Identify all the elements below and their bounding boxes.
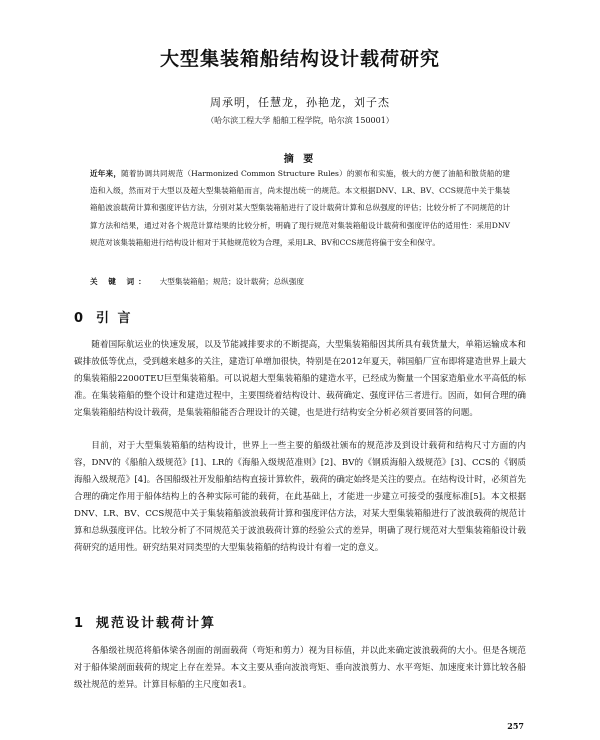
section-title: 引 言 [96, 311, 133, 326]
paper-title: 大型集装箱船结构设计载荷研究 [159, 48, 440, 70]
abstract-heading: 摘 要 [283, 154, 317, 165]
section-number: 1 [74, 616, 84, 631]
abstract-body [90, 165, 510, 251]
keywords-line [90, 276, 510, 287]
section-heading-design-load [74, 612, 216, 631]
keywords-value: 大型集装箱船；规范；设计载荷；总纵强度 [159, 277, 304, 286]
keywords-label: 关 键 词： [90, 277, 150, 286]
page-number: 257 [507, 721, 524, 731]
section-heading-introduction [74, 307, 133, 326]
affiliation: （哈尔滨工程大学 船舶工程学院，哈尔滨 150001） [206, 116, 394, 125]
section-title: 规范设计载荷计算 [96, 616, 217, 631]
body-paragraph: 各船级社规范将船体梁各剖面的剖面载荷（弯矩和剪力）视为目标值，并以此来确定波浪载荷的大小。但是各规范对于船体梁剖面载荷的规定上存在差异。本文主要从垂向波浪弯矩、垂向波浪剪力、水平弯矩、加速度来计算比较各船级社规范的差异。计算目标船的主尺度如表1。 [74, 646, 526, 690]
body-paragraph: 随着国际航运业的快速发展，以及节能减排要求的不断提高，大型集装箱船因其所具有载货量大，单箱运输成本和碳排放低等优点，受到越来越多的关注，建造订单增加很快，特别是在2012年夏天，韩国船厂宣布即将建造世界上最大的集装箱船22000TEU巨型集装箱船。可以说超大型集装箱船的建造水平，已经成为衡量一个国家造船业水平高低的标准。在集装箱船的整个设计和建造过程中，主要围绕着结构设计、载荷确定、强度评估三者进行。因而，如何合理的确定集装箱船结构设计载荷，是集装箱船能否合理设计的关键，也是进行结构安全分析必须首要回答的问题。 [74, 340, 526, 418]
section-number: 0 [74, 311, 84, 326]
abstract-lead: 近年来， [90, 169, 122, 178]
author-list: 周承明，任慧龙，孙艳龙，刘子杰 [210, 96, 390, 109]
body-paragraph: 目前，对于大型集装箱船的结构设计，世界上一些主要的船级社颁布的规范涉及到设计载荷和结构尺寸方面的内容，DNV的《船舶入级规范》[1]、LR的《海船入级规范准则》[2]、BV的《钢质海船入级规范》[3]、CCS的《钢质海船入级规范》[4]。各国船级社开发船舶结构直接计算软件，载荷的确定始终是关注的要点。在结构设计时，必须首先合理的确定作用于船体结构上的各种实际可能的载荷，在此基础上，才能进一步建立可接受的强度标准[5]。本文根据DNV、LR、BV、CCS规范中关于集装箱船波浪载荷计算和强度评估方法，对某大型集装箱船进行了波浪载荷的规范计算和总纵强度评估。比较分析了不同规范关于波浪载荷计算的经验公式的差异，明确了现行规范对大型集装箱船设计载荷研究的适用性。研究结果对同类型的大型集装箱船的结构设计有着一定的意义。 [74, 441, 526, 553]
abstract-text: 随着协调共同规范（Harmonized Common Structure Rules）的颁布和实施，极大的方便了油船和散货船的建造和入级，然而对于大型以及超大型集装箱船而言，尚未提出统一的规范。本文根据DNV、LR、BV、CCS规范中关于集装箱船波浪载荷计算和强度评估方法，分别对某大型集装箱船进行了设计载荷计算和总纵强度的评估；比较分析了不同规范的计算方法和结果，通过对各个规范计算结果的比较分析，明确了现行规范对集装箱船设计载荷和强度评估的适用性：采用DNV规范对该集装箱船进行结构设计相对于其他规范较为合理，采用LR、BV和CCS规范将偏于安全和保守。 [90, 169, 511, 247]
